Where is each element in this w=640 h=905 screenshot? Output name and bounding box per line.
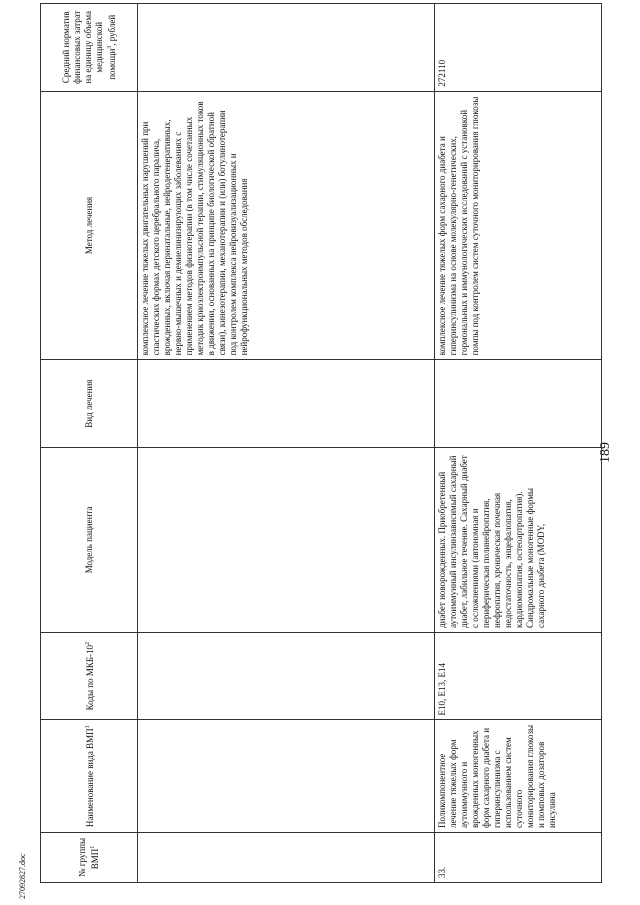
table-row: [435, 4, 602, 883]
cell-treatment-type: [138, 360, 435, 448]
cell-patient-model: [138, 447, 435, 632]
cell-norm: [138, 4, 435, 92]
footer-file-code: 27092827.doc: [18, 853, 27, 899]
cell-vmp-name: Поликомпонентное лечение тяжелых форм аутоиммунного и врожденных моногенных форм сахарного диабета и гиперинсулинизма с использованием систем суточного мониторирования глюкозы и помповых дозаторов инсулина: [435, 720, 602, 833]
vmp-table: [40, 3, 602, 883]
cell-mkb-codes: E10, E13, E14: [435, 632, 602, 720]
table-row: [138, 4, 435, 883]
header-mkb-codes: Коды по МКБ-$10^2$: [41, 632, 138, 720]
cell-group-no: [138, 833, 435, 883]
table-header-row: [41, 4, 138, 883]
cell-norm: 272110: [435, 4, 602, 92]
header-norm: Средний норматив финансовых затрат на единицу объема медицинской помощи$^3$, рублей: [41, 4, 138, 92]
cell-vmp-name: [138, 720, 435, 833]
page-number: 189: [598, 442, 613, 463]
cell-treatment-method: комплексное лечение тяжелых двигательных нарушений при спастических формах детского церебрального паралича, врожденных, включая перинатальные, нейродегенеративных, нервно-мышечных и демиелинизирующих заболеваниях с применением методов физиотерапии (в том числе сочетанных методик криоэлектроимпульсной терапии, стимуляционных токов в движении, основанных на принципе биологической обратной связи), кинезотерапии, механотерапии и (или) ботулинотерапии под контролем комплекса нейровизуализационных и нейрофункциональных методов обследования: [138, 91, 435, 360]
header-vmp-name: Наименование вида ВМП$^1$: [41, 720, 138, 833]
cell-patient-model: диабет новорожденных. Приобретенный аутоиммунный инсулинзависимый сахарный диабет, лабильное течение. Сахарный диабет с осложнениями (автономная и периферическая полинейропатия, нефропатия, хроническая почечная недостаточность, энцефалопатия, кардиомиопатия, остеоартропатия). Синдромальные моногенные формы сахарного диабета (MODY,: [435, 447, 602, 632]
cell-treatment-method: комплексное лечение тяжелых форм сахарного диабета и гиперинсулинизма на основе молекулярно-генетических, гормональных и иммунологических исследований с установкой помпы под контролем систем суточного мониторирования глюкозы: [435, 91, 602, 360]
header-patient-model: Модель пациента: [41, 447, 138, 632]
header-treatment-type: Вид лечения: [41, 360, 138, 448]
header-treatment-method: Метод лечения: [41, 91, 138, 360]
cell-mkb-codes: [138, 632, 435, 720]
header-group-no: № группы ВМП$^1$: [41, 833, 138, 883]
cell-group-no: 33.: [435, 833, 602, 883]
cell-treatment-type: [435, 360, 602, 448]
